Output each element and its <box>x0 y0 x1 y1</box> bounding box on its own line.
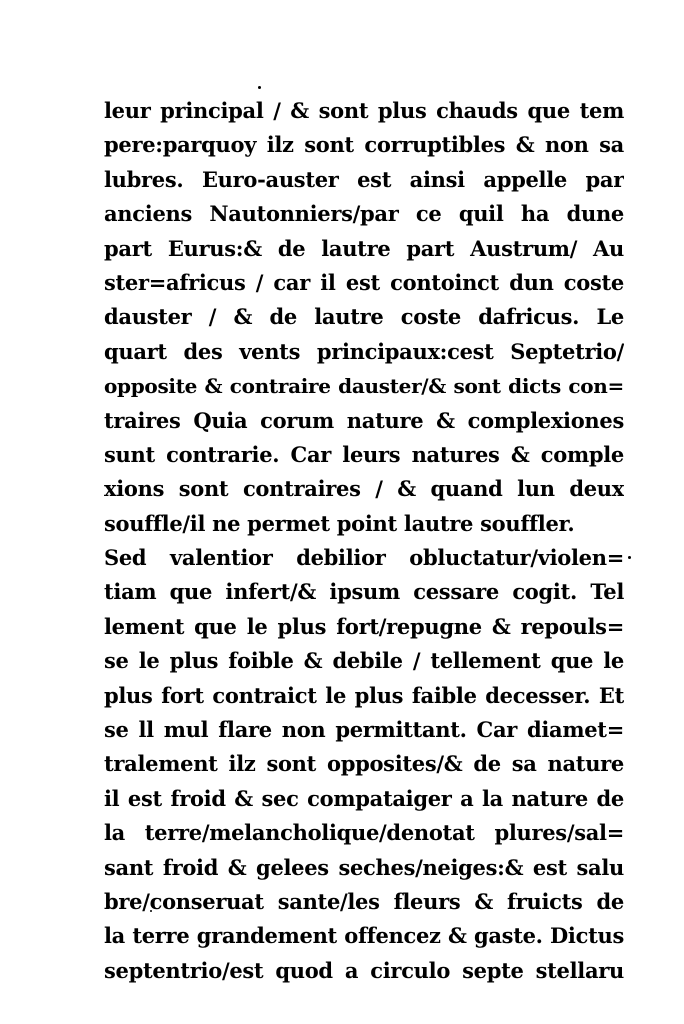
text-line: dauster / & de lautre coste dafricus. Le <box>104 304 624 330</box>
text-line: quart des vents principaux:cest Septetrio/ <box>104 338 624 364</box>
text-line: se le plus foible & debile / tellement que le <box>104 648 624 674</box>
text-line: sant froid & gelees seches/neiges:& est salu <box>104 854 624 880</box>
text-line: traires Quia corum nature & complexiones <box>104 407 624 433</box>
text-line: part Eurus:& de lautre part Austrum/ Au <box>104 235 624 261</box>
text-line: opposite & contraire dauster/& sont dicts con= <box>104 374 624 399</box>
text-line: sunt contrarie. Car leurs natures & comple <box>104 441 624 467</box>
text-line: plus fort contraict le plus faible decesser. Et <box>104 682 624 708</box>
text-line: la terre grandement offencez & gaste. Dictus <box>104 923 624 949</box>
text-line: leur principal / & sont plus chauds que tem <box>104 98 624 123</box>
text-line: lubres. Euro-auster est ainsi appelle par <box>104 166 624 192</box>
text-line: pere:parquoy ilz sont corruptibles & non sa <box>104 132 624 158</box>
text-line: se ll mul flare non permittant. Car diamet= <box>104 717 624 743</box>
text-line: tralement ilz sont opposites/& de sa nature <box>104 751 624 777</box>
text-line: tiam que infert/& ipsum cessare cogit. Tel <box>104 579 624 605</box>
text-line: ster=africus / car il est contoinct dun coste <box>104 269 624 295</box>
text-line: la terre/melancholique/denotat plures/sal= <box>104 820 624 846</box>
body-text <box>104 94 624 988</box>
ink-speck <box>628 556 631 559</box>
text-line: xions sont contraires / & quand lun deux <box>104 476 624 502</box>
ink-speck <box>258 86 261 89</box>
text-line: il est froid & sec compataiger a la nature de <box>104 785 624 811</box>
text-line: bre/conseruat sante/les fleurs & fruicts de <box>104 888 624 914</box>
text-line: anciens Nautonniers/par ce quil ha dune <box>104 201 624 227</box>
text-line: septentrio/est quod a circulo septe stellaru <box>104 957 624 983</box>
text-line: Sed valentior debilior obluctatur/violen= <box>104 545 624 571</box>
text-line: lement que le plus fort/repugne & repouls= <box>104 613 624 639</box>
text-line: souffle/il ne permet point lautre souffler. <box>104 510 575 536</box>
